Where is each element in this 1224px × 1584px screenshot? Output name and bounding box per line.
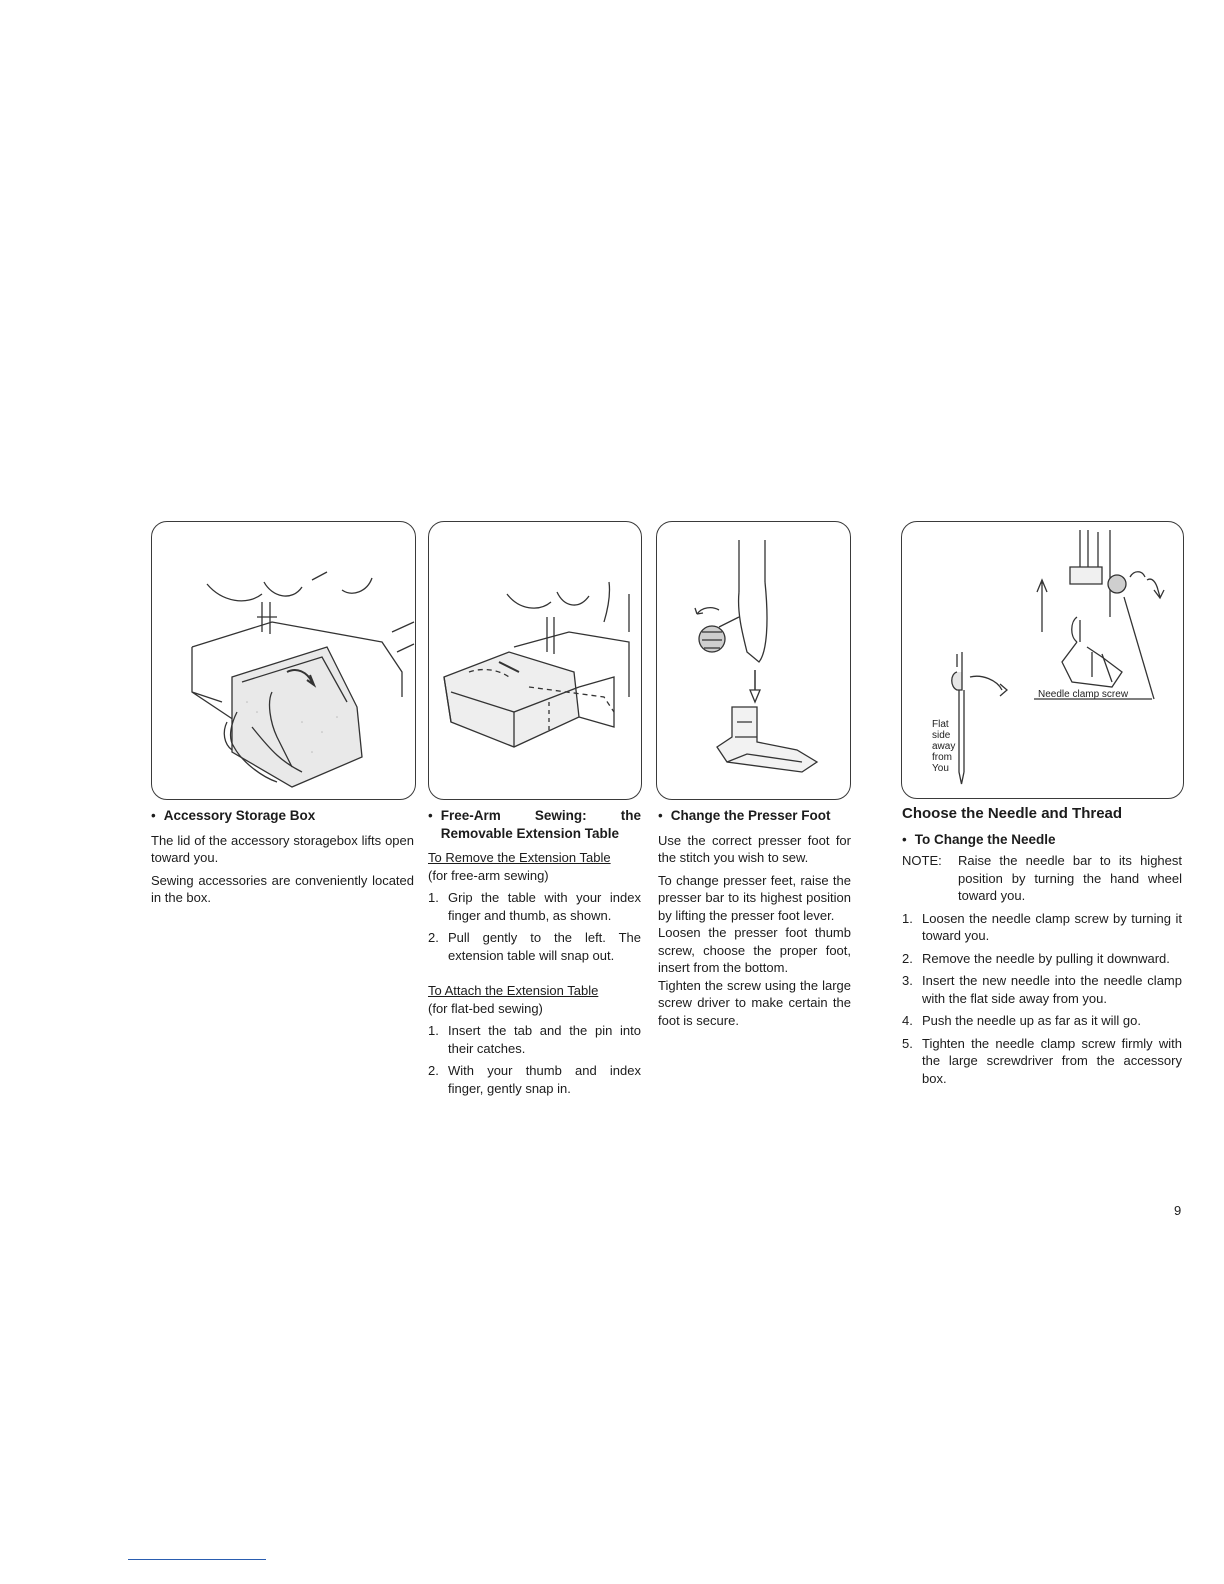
step-number: 3. bbox=[902, 973, 913, 988]
heading-text: To Change the Needle bbox=[914, 831, 1056, 847]
list-item bbox=[902, 1035, 1182, 1088]
page-number: 9 bbox=[1174, 1203, 1182, 1218]
heading-change-presser-foot bbox=[658, 807, 851, 825]
footer-divider bbox=[128, 1559, 266, 1560]
remove-steps bbox=[428, 889, 641, 964]
heading-accessory-storage-box bbox=[151, 807, 414, 825]
column-needle-thread bbox=[902, 805, 1182, 1087]
attach-note: (for flat-bed sewing) bbox=[428, 1000, 543, 1016]
step-text: Push the needle up as far as it will go. bbox=[922, 1013, 1141, 1028]
step-number: 1. bbox=[428, 890, 439, 905]
note-text: Raise the needle bar to its highest position by turning the hand wheel toward you. bbox=[958, 853, 1182, 903]
list-item bbox=[902, 910, 1182, 945]
figure-needle bbox=[901, 521, 1184, 799]
bullet: • bbox=[428, 808, 433, 823]
attach-steps bbox=[428, 1022, 641, 1097]
column-presser-foot bbox=[658, 807, 851, 1029]
flat-side-label-line-2: side bbox=[932, 730, 951, 741]
heading-text: Accessory Storage Box bbox=[163, 808, 316, 823]
step-number: 5. bbox=[902, 1035, 913, 1051]
bullet: • bbox=[151, 808, 156, 823]
list-item bbox=[428, 1062, 641, 1097]
remove-note: (for free-arm sewing) bbox=[428, 867, 549, 883]
note-label: NOTE: bbox=[902, 853, 942, 868]
column-extension-table bbox=[428, 807, 641, 1097]
step-text: Insert the new needle into the needle clamp with the flat side away from you. bbox=[922, 973, 1182, 1006]
step-number: 1. bbox=[902, 910, 913, 926]
figure-extension-table bbox=[428, 521, 642, 800]
presser-foot-illustration bbox=[657, 522, 850, 799]
step-text: Insert the tab and the pin into their catches. bbox=[448, 1023, 641, 1056]
step-text: Pull gently to the left. The extension table will snap out. bbox=[448, 930, 641, 963]
subheading-remove-extension-table: To Remove the Extension Table bbox=[428, 850, 611, 865]
paragraph-loosen-screw: Loosen the presser foot thumb screw, choose the proper foot, insert from the bottom. bbox=[658, 925, 851, 975]
step-number: 2. bbox=[428, 1063, 439, 1078]
heading-text: Free-Arm Sewing: the Removable Extension Table bbox=[440, 808, 641, 841]
bullet: • bbox=[658, 808, 663, 823]
list-item bbox=[428, 1022, 641, 1057]
list-item bbox=[428, 929, 641, 964]
step-number: 2. bbox=[902, 950, 913, 966]
flat-side-label-line-1: Flat bbox=[932, 719, 949, 730]
accessory-box-illustration bbox=[152, 522, 415, 799]
column-accessory-storage-box bbox=[151, 807, 414, 907]
list-item bbox=[902, 950, 1182, 968]
paragraph-change-feet: To change presser feet, raise the presser bar to its highest position by lifting the presser foot lever. bbox=[658, 872, 851, 923]
extension-table-illustration bbox=[429, 522, 641, 799]
subheading-change-needle bbox=[902, 831, 1182, 849]
paragraph-accessories: Sewing accessories are conveniently located in the box. bbox=[151, 872, 414, 905]
list-item bbox=[428, 889, 641, 924]
needle-illustration bbox=[902, 522, 1183, 798]
subheading-attach-extension-table: To Attach the Extension Table bbox=[428, 983, 599, 998]
flat-side-label-line-5: You bbox=[932, 763, 949, 774]
step-number: 4. bbox=[902, 1013, 913, 1028]
paragraph-correct-foot: Use the correct presser foot for the stitch you wish to sew. bbox=[658, 832, 851, 865]
flat-side-label-line-3: away bbox=[932, 741, 956, 752]
step-text: Grip the table with your index finger and thumb, as shown. bbox=[448, 890, 641, 923]
list-item bbox=[902, 972, 1182, 1007]
step-text: Loosen the needle clamp screw by turning it toward you. bbox=[922, 910, 1182, 943]
needle-steps bbox=[902, 910, 1182, 1088]
figure-presser-foot bbox=[656, 521, 851, 800]
step-text: Tighten the needle clamp screw firmly with the large screwdriver from the accessory box. bbox=[922, 1035, 1182, 1086]
paragraph-tighten-screw: Tighten the screw using the large screw driver to make certain the foot is secure. bbox=[658, 977, 851, 1028]
step-text: Remove the needle by pulling it downward. bbox=[922, 950, 1170, 966]
section-title-needle-thread: Choose the Needle and Thread bbox=[902, 805, 1123, 822]
step-number: 1. bbox=[428, 1023, 439, 1038]
note bbox=[902, 852, 1182, 905]
flat-side-label-line-4: from bbox=[932, 752, 952, 763]
paragraph-lid: The lid of the accessory storagebox lifts open toward you. bbox=[151, 832, 414, 865]
heading-free-arm-sewing bbox=[428, 807, 641, 842]
figure-accessory-storage-box bbox=[151, 521, 416, 800]
heading-text: Change the Presser Foot bbox=[670, 808, 831, 823]
list-item bbox=[902, 1012, 1182, 1030]
step-text: With your thumb and index finger, gently snap in. bbox=[448, 1063, 641, 1096]
needle-clamp-screw-label: Needle clamp screw bbox=[1038, 689, 1129, 700]
step-number: 2. bbox=[428, 930, 439, 945]
bullet: • bbox=[902, 831, 907, 847]
